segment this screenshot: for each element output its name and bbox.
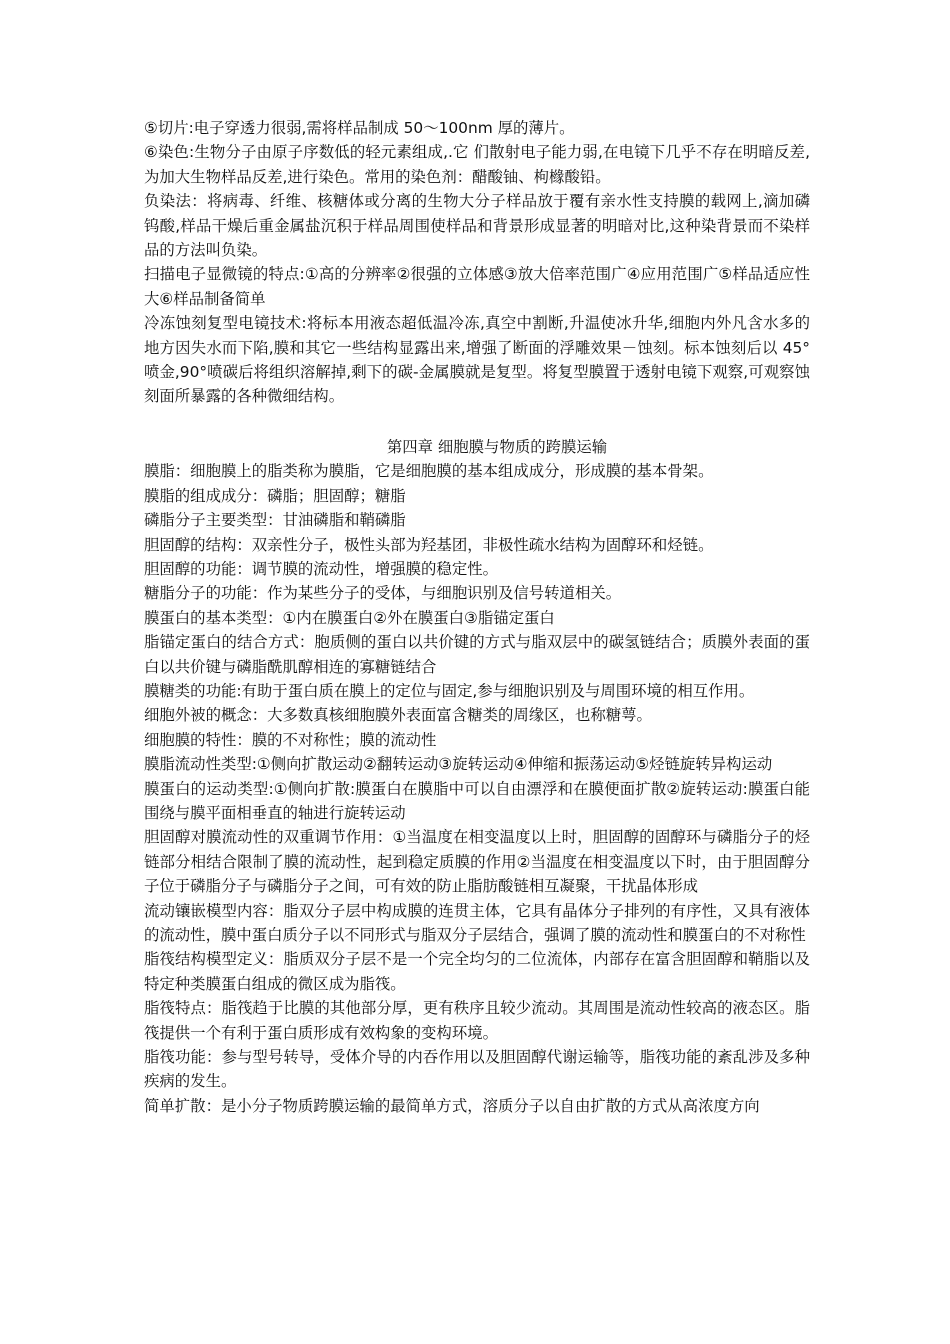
paragraph-negative-staining: 负染法：将病毒、纤维、核糖体或分离的生物大分子样品放于覆有亲水性支持膜的载网上,滴加磷钨酸,样品干燥后重金属盐沉积于样品周围使样品和背景形成显著的明暗对比,这种染背景而不染样品的方法叫负染。: [144, 192, 810, 260]
paragraph-cholesterol-regulation: 胆固醇对膜流动性的双重调节作用：①当温度在相变温度以上时，胆固醇的固醇环与磷脂分子的烃链部分相结合限制了膜的流动性，起到稳定质膜的作用②当温度在相变温度以下时，由于胆固醇分子位于磷脂分子与磷脂分子之间，可有效的防止脂肪酸链相互凝聚，干扰晶体形成: [144, 828, 810, 896]
paragraph-membrane-lipid: 膜脂：细胞膜上的脂类称为膜脂，它是细胞膜的基本组成成分，形成膜的基本骨架。: [144, 462, 714, 481]
paragraph-simple-diffusion: 简单扩散：是小分子物质跨膜运输的最简单方式，溶质分子以自由扩散的方式从高浓度方向: [144, 1096, 760, 1115]
paragraph-lipid-raft-features: 脂筏特点：脂筏趋于比膜的其他部分厚，更有秩序且较少流动。其周围是流动性较高的液态区。脂筏提供一个有利于蛋白质形成有效构象的变构环境。: [144, 999, 810, 1042]
document-page: [144, 116, 810, 1118]
paragraph-phospholipid-types: 磷脂分子主要类型：甘油磷脂和鞘磷脂: [144, 511, 406, 530]
paragraph-cholesterol-structure: 胆固醇的结构：双亲性分子，极性头部为羟基团，非极性疏水结构为固醇环和烃链。: [144, 535, 714, 554]
paragraph-sectioning: ⑤切片:电子穿透力很弱,需将样品制成 50～100nm 厚的薄片。: [144, 119, 575, 137]
paragraph-membrane-protein-types: 膜蛋白的基本类型：①内在膜蛋白②外在膜蛋白③脂锚定蛋白: [144, 608, 555, 627]
chapter-title: 第四章 细胞膜与物质的跨膜运输: [386, 437, 608, 456]
paragraph-staining: ⑥染色:生物分子由原子序数低的轻元素组成,.它 们散射电子能力弱,在电镜下几乎不存在明暗反差,为加大生物样品反差,进行染色。常用的染色剂：醋酸铀、枸橼酸铅。: [144, 143, 810, 186]
paragraph-cell-coat: 细胞外被的概念：大多数真核细胞膜外表面富含糖类的周缘区，也称糖萼。: [144, 706, 652, 725]
paragraph-glycolipid-function: 糖脂分子的功能：作为某些分子的受体，与细胞识别及信号转道相关。: [144, 584, 622, 603]
paragraph-protein-motion-types: 膜蛋白的运动类型:①侧向扩散:膜蛋白在膜脂中可以自由漂浮和在膜便面扩散②旋转运动:膜蛋白能围绕与膜平面相垂直的轴进行旋转运动: [144, 779, 810, 822]
paragraph-membrane-properties: 细胞膜的特性：膜的不对称性；膜的流动性: [144, 730, 437, 749]
paragraph-sem-features: 扫描电子显微镜的特点:①高的分辨率②很强的立体感③放大倍率范围广④应用范围广⑤样品适应性大⑥样品制备简单: [144, 265, 810, 308]
paragraph-lipid-anchored-protein: 脂锚定蛋白的结合方式：胞质侧的蛋白以共价键的方式与脂双层中的碳氢链结合；质膜外表面的蛋白以共价键与磷脂酰肌醇相连的寡糖链结合: [144, 633, 810, 676]
paragraph-fluid-mosaic-model: 流动镶嵌模型内容：脂双分子层中构成膜的连贯主体，它具有晶体分子排列的有序性，又具有液体的流动性，膜中蛋白质分子以不同形式与脂双分子层结合，强调了膜的流动性和膜蛋白的不对称性: [144, 901, 810, 944]
paragraph-lipid-components: 膜脂的组成成分：磷脂；胆固醇；糖脂: [144, 486, 406, 505]
paragraph-lipid-raft-definition: 脂筏结构模型定义：脂质双分子层不是一个完全均匀的二位流体，内部存在富含胆固醇和鞘脂以及特定种类膜蛋白组成的微区成为脂筏。: [144, 950, 810, 993]
paragraph-freeze-etching: 冷冻蚀刻复型电镜技术:将标本用液态超低温冷冻,真空中割断,升温使冰升华,细胞内外凡含水多的地方因失水而下陷,膜和其它一些结构显露出来,增强了断面的浮雕效果－蚀刻。标本蚀刻后以 45°喷金,90°喷碳后将组织溶解掉,剩下的碳-金属膜就是复型。将复型膜置于透射电镜下观察,可观察蚀刻面所暴露的各种微细结构。: [144, 314, 810, 406]
paragraph-lipid-raft-function: 脂筏功能：参与型号转导，受体介导的内吞作用以及胆固醇代谢运输等，脂筏功能的紊乱涉及多种疾病的发生。: [144, 1048, 810, 1091]
paragraph-lipid-fluidity-types: 膜脂流动性类型:①侧向扩散运动②翻转运动③旋转运动④伸缩和振荡运动⑤烃链旋转异构运动: [144, 755, 773, 774]
paragraph-cholesterol-function: 胆固醇的功能：调节膜的流动性，增强膜的稳定性。: [144, 559, 498, 578]
paragraph-membrane-carbohydrate: 膜糖类的功能:有助于蛋白质在膜上的定位与固定,参与细胞识别及与周围环境的相互作用。: [144, 681, 755, 700]
